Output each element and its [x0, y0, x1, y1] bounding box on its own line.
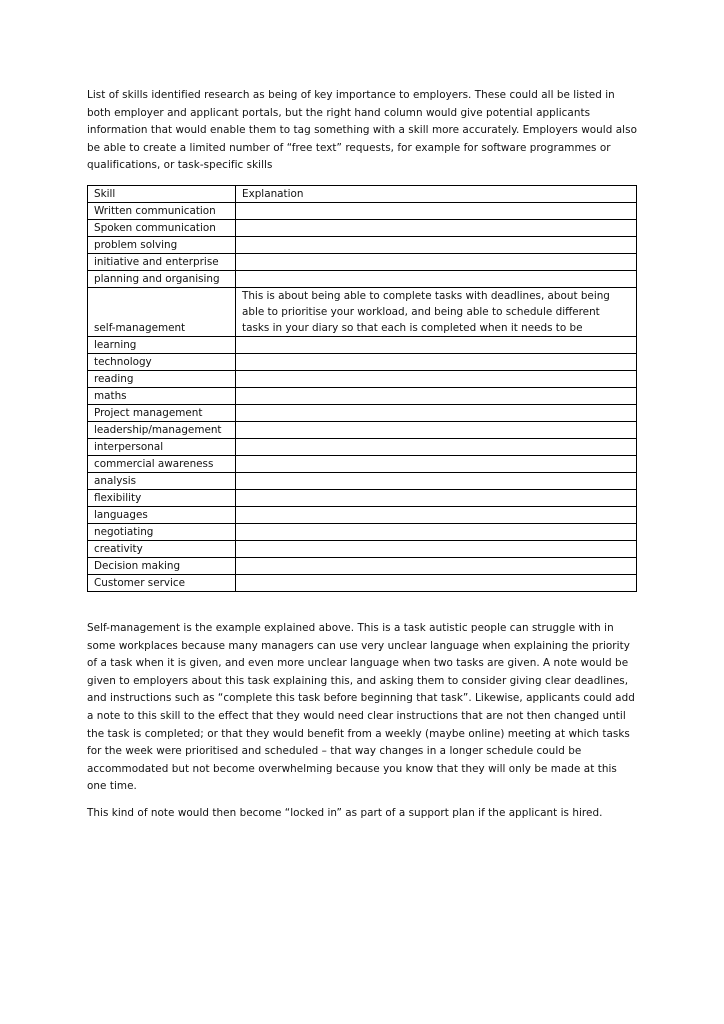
table-row [88, 523, 637, 540]
skill-cell: commercial awareness [88, 455, 236, 472]
table-row [88, 387, 637, 404]
skill-cell: Customer service [88, 574, 236, 591]
table-row [88, 219, 637, 236]
body-paragraph: Self-management is the example explained above. This is a task autistic people can struggle with in some workplaces because many managers can use very unclear language when explaining the priority of a task when it is given, and even more unclear language when two tasks are given. A note would be given to employers about this task explaining this, and asking them to consider giving clear deadlines, and instructions such as “complete this task before beginning that task”. Likewise, applicants could add a note to this skill to the effect that they would need clear instructions that are not then changed until the task is completed; or that they would benefit from a weekly (maybe online) meeting at which tasks for the week were prioritised and scheduled – that way changes in a longer schedule could be accommodated but not become overwhelming because you know that they will only be made at this one time. [87, 621, 635, 793]
table-row [88, 438, 637, 455]
table-row [88, 370, 637, 387]
explanation-cell [236, 270, 637, 287]
document-page [87, 87, 639, 823]
table-row [88, 421, 637, 438]
table-row [88, 270, 637, 287]
skill-cell: planning and organising [88, 270, 236, 287]
explanation-cell [236, 219, 637, 236]
explanation-cell [236, 253, 637, 270]
explanation-cell [236, 574, 637, 591]
explanation-cell: This is about being able to complete tasks with deadlines, about being able to prioritise your workload, and being able to schedule different tasks in your diary so that each is completed when it needs to be [236, 287, 637, 336]
skill-cell: learning [88, 336, 236, 353]
explanation-cell [236, 370, 637, 387]
skill-cell: Decision making [88, 557, 236, 574]
table-row [88, 455, 637, 472]
skill-cell: maths [88, 387, 236, 404]
skill-cell: negotiating [88, 523, 236, 540]
explanation-cell [236, 353, 637, 370]
table-row [88, 202, 637, 219]
table-row [88, 353, 637, 370]
explanation-cell [236, 540, 637, 557]
explanation-cell [236, 336, 637, 353]
table-row [88, 489, 637, 506]
skill-cell: flexibility [88, 489, 236, 506]
explanation-cell [236, 421, 637, 438]
skill-cell: leadership/management [88, 421, 236, 438]
table-row [88, 253, 637, 270]
explanation-cell [236, 489, 637, 506]
explanation-cell [236, 404, 637, 421]
explanation-cell [236, 557, 637, 574]
skill-cell: Spoken communication [88, 219, 236, 236]
skill-cell: self-management [88, 287, 236, 336]
explanation-cell [236, 438, 637, 455]
table-row [88, 336, 637, 353]
explanation-cell [236, 472, 637, 489]
table-row [88, 472, 637, 489]
table-row [88, 540, 637, 557]
explanation-cell [236, 506, 637, 523]
skill-cell: technology [88, 353, 236, 370]
table-row [88, 557, 637, 574]
closing-paragraph: This kind of note would then become “locked in” as part of a support plan if the applicant is hired. [87, 806, 603, 819]
skill-cell: interpersonal [88, 438, 236, 455]
explanation-cell [236, 387, 637, 404]
table-row [88, 574, 637, 591]
skill-cell: Written communication [88, 202, 236, 219]
explanation-cell [236, 202, 637, 219]
explanation-cell [236, 523, 637, 540]
table-row-self-management [88, 287, 637, 336]
skills-table [87, 185, 637, 592]
skill-cell: initiative and enterprise [88, 253, 236, 270]
table-row [88, 404, 637, 421]
header-skill: Skill [88, 185, 236, 202]
skill-cell: creativity [88, 540, 236, 557]
table-row [88, 506, 637, 523]
header-explanation: Explanation [236, 185, 637, 202]
table-header-row [88, 185, 637, 202]
skill-cell: analysis [88, 472, 236, 489]
explanation-cell [236, 455, 637, 472]
table-row [88, 236, 637, 253]
intro-paragraph: List of skills identified research as being of key importance to employers. These could all be listed in both employer and applicant portals, but the right hand column would give potential applicants information that would enable them to tag something with a skill more accurately. Employers would also be able to create a limited number of “free text” requests, for example for software programmes or qualifications, or task-specific skills [87, 89, 637, 172]
skill-cell: Project management [88, 404, 236, 421]
skill-cell: problem solving [88, 236, 236, 253]
explanation-cell [236, 236, 637, 253]
skill-cell: languages [88, 506, 236, 523]
skill-cell: reading [88, 370, 236, 387]
